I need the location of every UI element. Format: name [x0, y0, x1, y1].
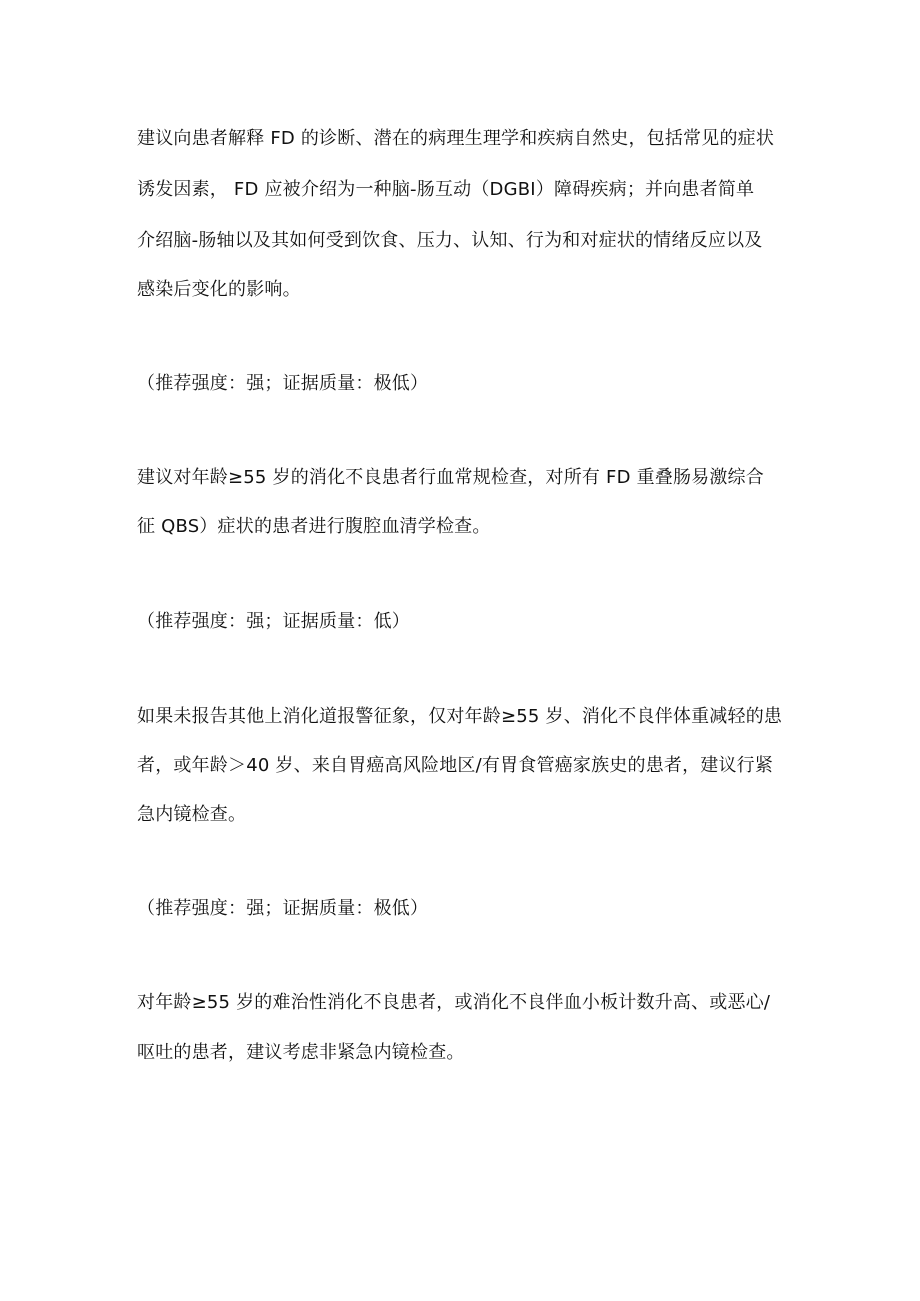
paragraph-line: 呕吐的患者，建议考虑非紧急内镜检查。 [137, 1042, 465, 1063]
paragraph-line: 建议对年龄≥55 岁的消化不良患者行血常规检查，对所有 FD 重叠肠易激综合 [137, 467, 764, 488]
recommendation-strength: （推荐强度：强；证据质量：极低） [137, 898, 429, 919]
paragraph-line: 诱发因素， FD 应被介绍为一种脑-肠互动（DGBI）障碍疾病；并向患者简单 [137, 179, 755, 200]
paragraph-line: 介绍脑-肠轴以及其如何受到饮食、压力、认知、行为和对症状的情绪反应以及 [137, 230, 763, 251]
paragraph-line: 者，或年龄＞40 岁、来自胃癌高风险地区/有胃食管癌家族史的患者，建议行紧 [137, 755, 774, 776]
paragraph-line: 征 QBS）症状的患者进行腹腔血清学检查。 [137, 516, 491, 537]
recommendation-strength: （推荐强度：强；证据质量：低） [137, 611, 410, 632]
paragraph-line: 如果未报告其他上消化道报警征象，仅对年龄≥55 岁、消化不良伴体重减轻的患 [137, 706, 783, 727]
paragraph-line: 建议向患者解释 FD 的诊断、潜在的病理生理学和疾病自然史，包括常见的症状 [137, 128, 775, 149]
paragraph-line: 对年龄≥55 岁的难治性消化不良患者，或消化不良伴血小板计数升高、或恶心/ [137, 992, 771, 1013]
recommendation-strength: （推荐强度：强；证据质量：极低） [137, 373, 429, 394]
paragraph-line: 急内镜检查。 [137, 804, 247, 825]
paragraph-line: 感染后变化的影响。 [137, 279, 301, 300]
